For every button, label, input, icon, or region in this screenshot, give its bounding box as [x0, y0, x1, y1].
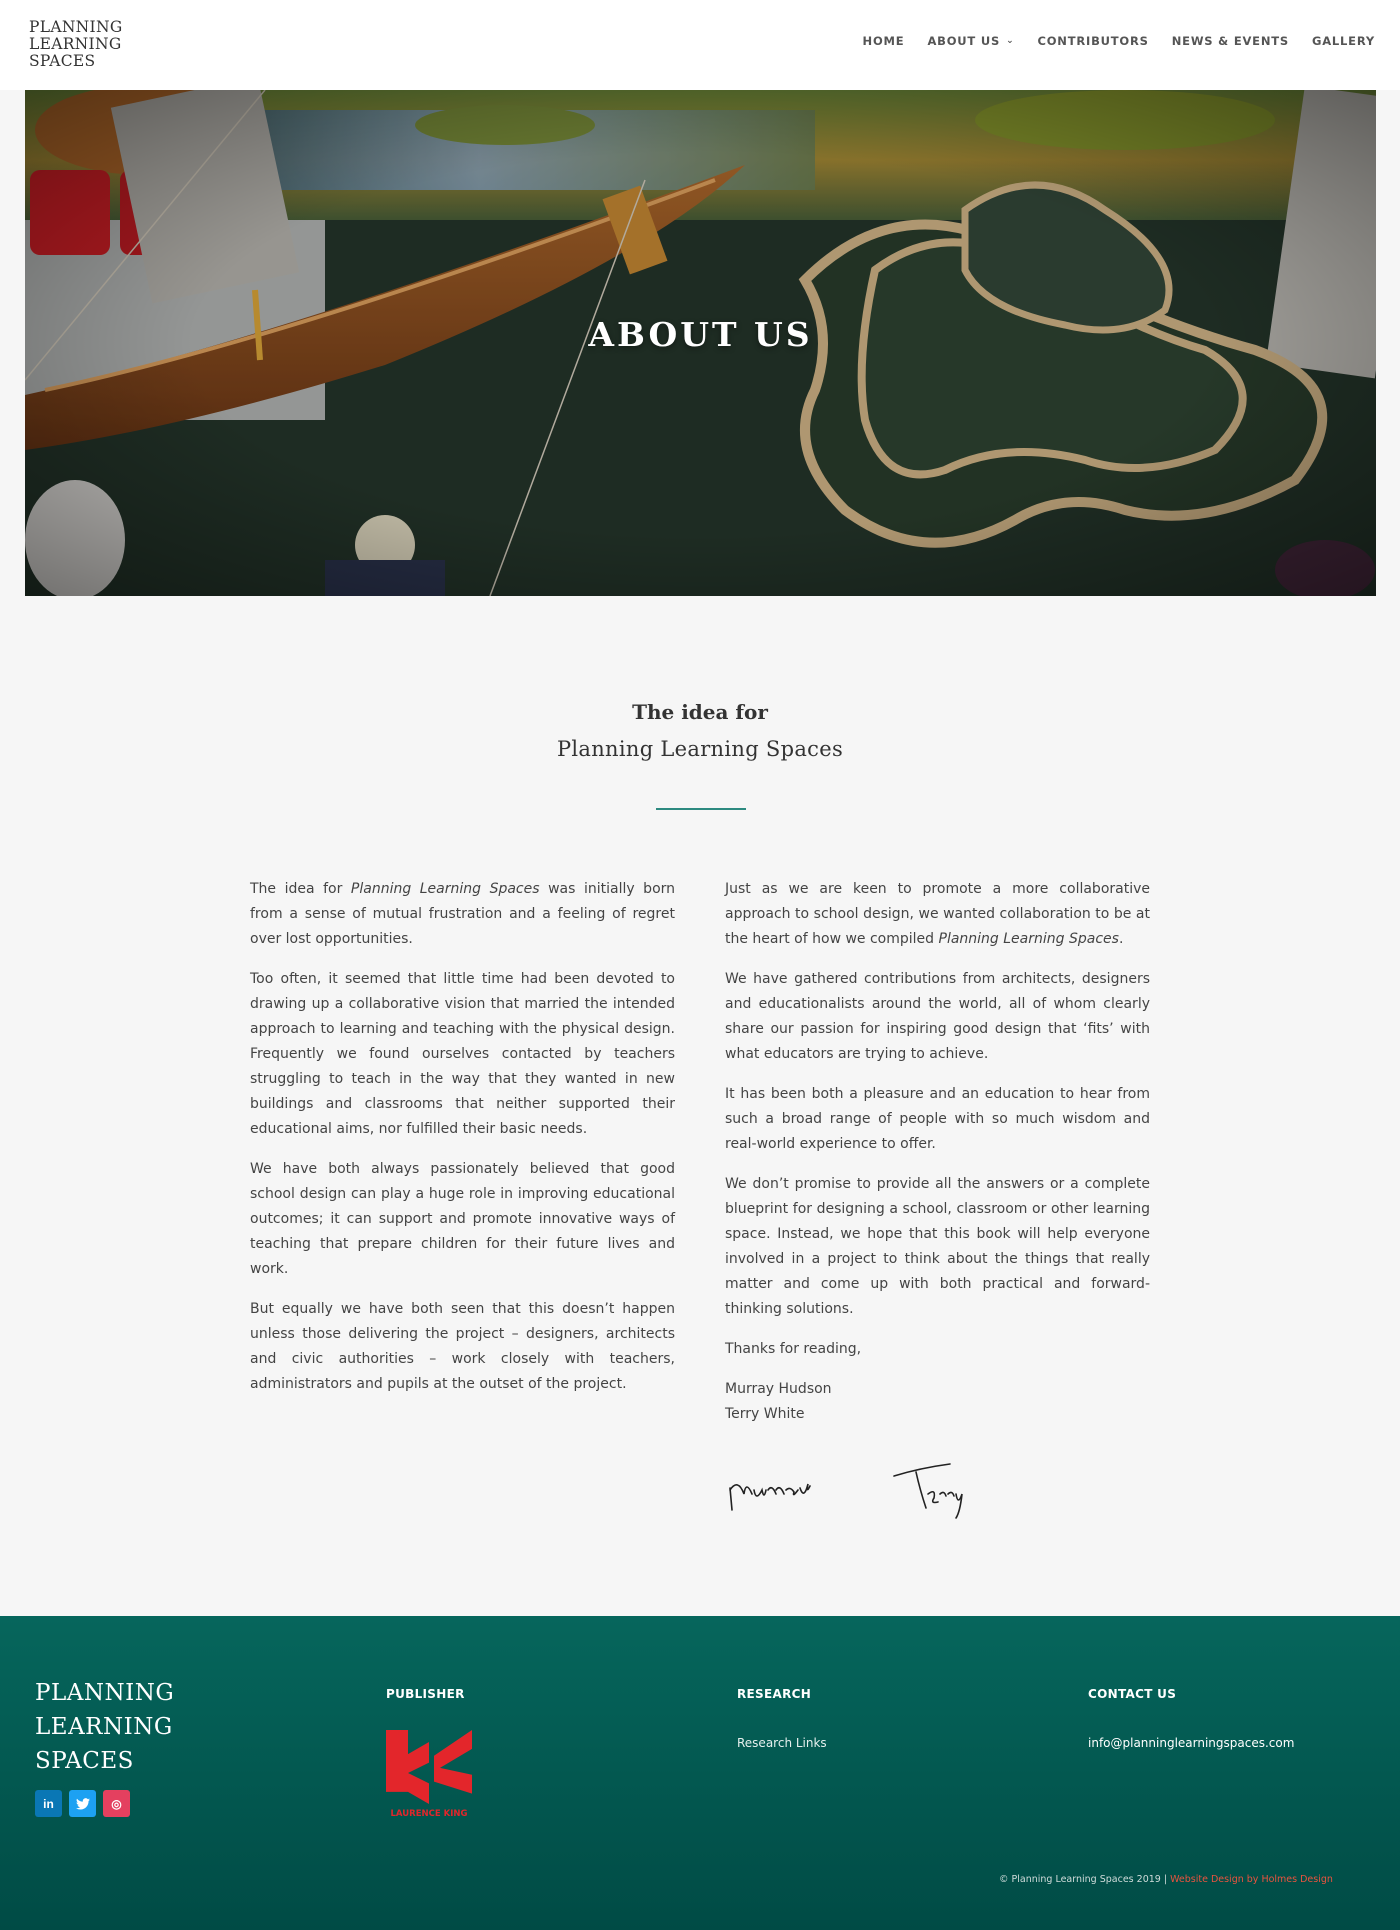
footer-logo-line: SPACES	[35, 1748, 134, 1774]
author-name: Murray Hudson	[725, 1381, 832, 1397]
logo-line: PLANNING	[29, 18, 123, 36]
nav-gallery[interactable]	[1312, 34, 1375, 48]
paragraph: Too often, it seemed that little time had been devoted to drawing up a collaborative vision that married the intended approach to learning and teaching with the physical design. Frequently we found ourselves contacted by teachers struggling to teach in the way that they wanted in new buildings and classrooms that neither supported their educational aims, nor fulfilled their basic needs.	[250, 971, 675, 1137]
contact-email-link[interactable]: info@planninglearningspaces.com	[1088, 1736, 1295, 1750]
paragraph: We have both always passionately believed that good school design can play a huge role in improving educational outcomes; it can support and promote innovative ways of teaching that prepare children for their future lives and work.	[250, 1161, 675, 1277]
signature-terry	[890, 1450, 990, 1520]
chevron-down-icon: ⌄	[1006, 36, 1015, 46]
laurence-king-logo[interactable]	[386, 1730, 472, 1820]
nav-news-events-label: NEWS & EVENTS	[1171, 34, 1289, 48]
instagram-icon[interactable]: ◎	[103, 1790, 130, 1817]
logo-line: SPACES	[29, 52, 96, 70]
footer-logo-line: LEARNING	[35, 1714, 173, 1740]
nav-contributors[interactable]	[1037, 34, 1148, 48]
nav-gallery-label: GALLERY	[1311, 34, 1375, 48]
footer-logo-line: PLANNING	[35, 1680, 175, 1706]
intro-section	[0, 620, 1400, 1616]
linkedin-icon[interactable]: in	[35, 1790, 62, 1817]
hero-banner	[25, 90, 1376, 596]
footer-logo[interactable]	[35, 1676, 174, 1778]
section-heading: The idea for	[632, 700, 768, 724]
twitter-bird-icon	[76, 1798, 90, 1810]
logo-line: LEARNING	[29, 35, 122, 53]
intro-column-right	[725, 877, 1150, 1442]
designer-credit-link[interactable]: Website Design by Holmes Design	[1170, 1874, 1333, 1885]
paragraph: We have gathered contributions from architects, designers and educationalists around the world, all of whom clearly share our passion for inspiring good design that ‘fits’ with what educators are trying to achieve.	[725, 971, 1150, 1062]
heading-divider	[656, 808, 746, 810]
copyright-text	[999, 1874, 1333, 1885]
twitter-icon[interactable]	[69, 1790, 96, 1817]
section-subheading: Planning Learning Spaces	[556, 737, 844, 761]
author-names	[725, 1377, 1150, 1427]
author-name: Terry White	[725, 1406, 805, 1422]
footer-heading-publisher: PUBLISHER	[386, 1687, 465, 1701]
nav-news-events[interactable]	[1172, 34, 1289, 48]
paragraph: The idea for Planning Learning Spaces was initially born from a sense of mutual frustration and a feeling of regret over lost opportunities.	[250, 881, 676, 947]
nav-about-us-label: ABOUT US	[927, 34, 1001, 48]
nav-contributors-label: CONTRIBUTORS	[1037, 34, 1149, 48]
page-title: ABOUT US	[588, 315, 813, 354]
paragraph: It has been both a pleasure and an education to hear from such a broad range of people with so much wisdom and real-world experience to offer.	[725, 1086, 1150, 1152]
site-header	[0, 0, 1400, 90]
research-links-link[interactable]: Research Links	[737, 1736, 827, 1750]
paragraph: We don’t promise to provide all the answers or a complete blueprint for designing a school, classroom or other learning space. Instead, we hope that this book will help everyone involved in a project to think about the things that really matter and come up with both practical and forward-thinking solutions.	[725, 1176, 1150, 1317]
nav-home-label: HOME	[862, 34, 905, 48]
footer-heading-research: RESEARCH	[737, 1687, 812, 1701]
site-footer	[0, 1616, 1400, 1930]
footer-heading-contact: CONTACT US	[1088, 1687, 1177, 1701]
social-links	[35, 1790, 130, 1817]
publisher-logo-text: LAURENCE KING	[390, 1809, 468, 1819]
site-logo[interactable]	[29, 19, 123, 70]
copyright-label: © Planning Learning Spaces 2019 |	[999, 1874, 1171, 1885]
nav-about-us[interactable]	[927, 34, 1014, 48]
paragraph: But equally we have both seen that this doesn’t happen unless those delivering the project – designers, architects and civic authorities – work closely with teachers, administrators and pupils at the outset of the project.	[250, 1301, 675, 1392]
signature-murray	[724, 1450, 824, 1520]
main-nav	[863, 34, 1375, 48]
sign-off: Thanks for reading,	[725, 1341, 862, 1357]
intro-column-left	[250, 877, 675, 1412]
paragraph: Just as we are keen to promote a more collaborative approach to school design, we wanted collaboration to be at the heart of how we compiled Planning Learning Spaces.	[725, 881, 1150, 947]
nav-home[interactable]	[863, 34, 905, 48]
